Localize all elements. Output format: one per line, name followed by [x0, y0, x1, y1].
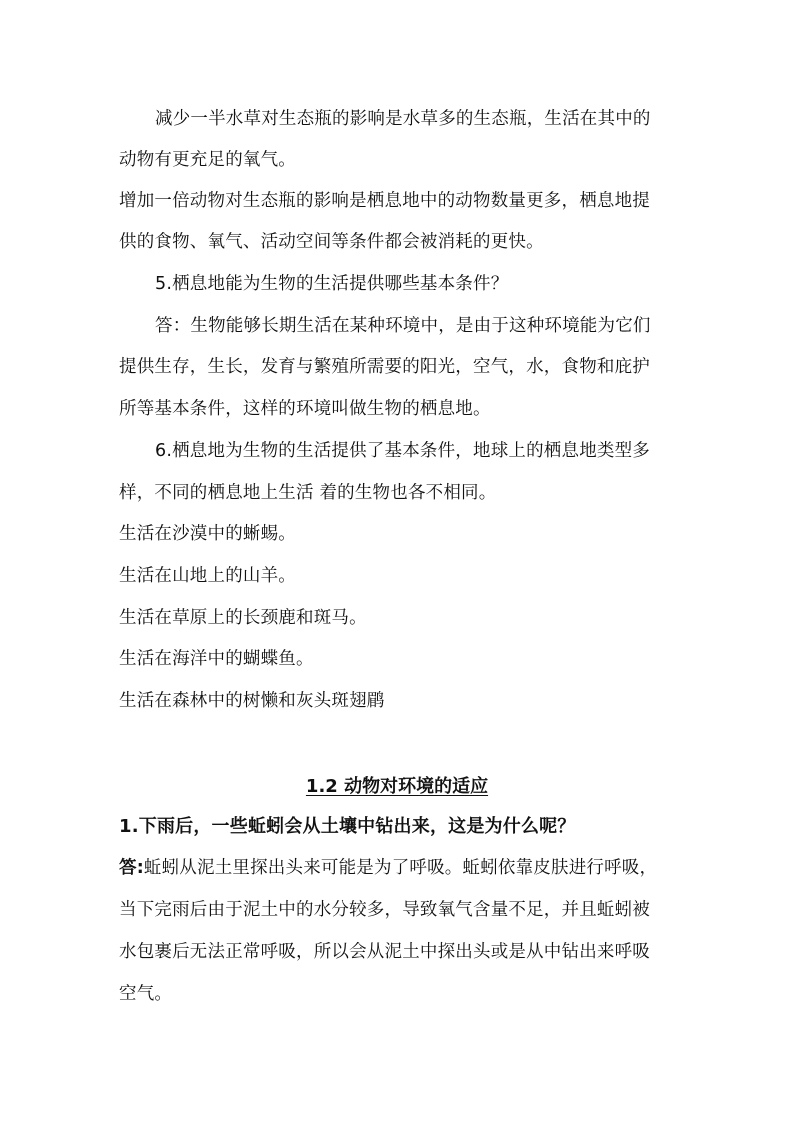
answer-5-line: 所等基本条件，这样的环境叫做生物的栖息地。 — [119, 399, 491, 419]
habitat-item: 生活在山地上的山羊。 — [119, 566, 296, 586]
answer-5-line: 提供生存，生长，发育与繁殖所需要的阳光，空气，水，食物和庇护 — [119, 357, 650, 377]
item-6-line: 6.栖息地为生物的生活提供了基本条件，地球上的栖息地类型多 — [155, 441, 650, 461]
paragraph-line: 减少一半水草对生态瓶的影响是水草多的生态瓶，生活在其中的 — [155, 109, 651, 129]
section-title-text: 1.2 动物对环境的适应 — [305, 776, 489, 797]
answer-text: 蚯蚓从泥土里探出头来可能是为了呼吸。蚯蚓依靠皮肤进行呼吸， — [143, 858, 658, 878]
section-title — [0, 772, 794, 798]
item-6-line: 样，不同的栖息地上生活 着的生物也各不相同。 — [119, 483, 497, 503]
answer-1-first-line — [119, 856, 679, 880]
paragraph-line: 供的食物、氧气、活动空间等条件都会被消耗的更快。 — [119, 232, 544, 252]
habitat-item: 生活在沙漠中的蜥蜴。 — [119, 524, 296, 544]
answer-1-line: 空气。 — [119, 984, 173, 1004]
answer-5-line: 答：生物能够长期生活在某种环境中，是由于这种环境能为它们 — [155, 316, 651, 336]
habitat-item: 生活在海洋中的蝴蝶鱼。 — [119, 649, 314, 669]
paragraph-line: 增加一倍动物对生态瓶的影响是栖息地中的动物数量更多，栖息地提 — [119, 191, 650, 211]
question-5: 5.栖息地能为生物的生活提供哪些基本条件？ — [155, 274, 509, 294]
habitat-item: 生活在森林中的树懒和灰头斑翅鹛 — [119, 691, 385, 711]
paragraph-line: 动物有更充足的氧气。 — [119, 150, 296, 170]
answer-1-line: 水包裹后无法正常呼吸，所以会从泥土中探出头或是从中钻出来呼吸 — [119, 942, 650, 962]
answer-label: 答: — [119, 858, 144, 878]
question-1: 1.下雨后，一些蚯蚓会从土壤中钻出来，这是为什么呢？ — [119, 816, 576, 837]
habitat-item: 生活在草原上的长颈鹿和斑马。 — [119, 608, 367, 628]
answer-1-line: 当下完雨后由于泥土中的水分较多，导致氧气含量不足，并且蚯蚓被 — [119, 900, 650, 920]
